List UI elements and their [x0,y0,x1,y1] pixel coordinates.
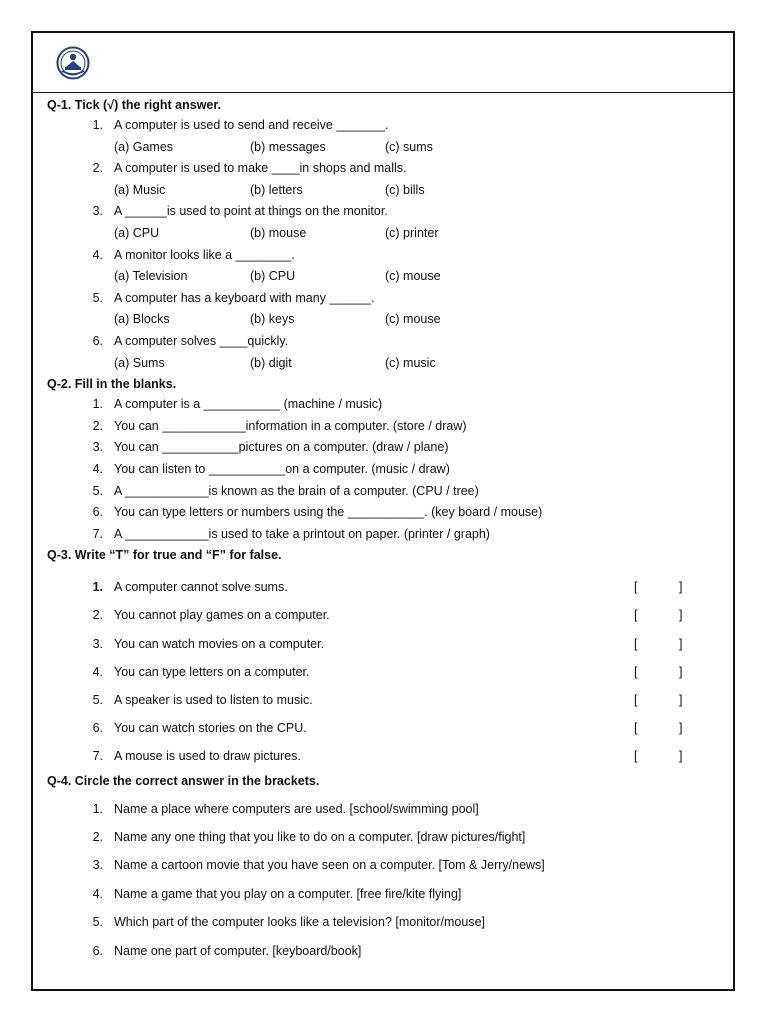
q2-list [47,394,723,545]
item-number: 4. [92,664,103,679]
list-item [47,524,723,546]
answer-bracket-open[interactable]: [ [634,608,638,623]
list-item [47,288,723,310]
list-item [47,937,723,965]
option-b[interactable]: (b) letters [250,182,303,197]
option-c[interactable]: (c) sums [385,139,433,154]
item-number: 1. [92,118,103,132]
q1-title: Q-1. Tick (√) the right answer. [47,98,222,112]
item-number: 3. [92,440,103,455]
item-number: 3. [92,858,103,873]
option-a[interactable]: (a) Blocks [114,312,170,327]
worksheet-header [33,33,733,93]
option-b[interactable]: (b) messages [250,139,326,154]
item-number: 4. [92,461,103,476]
answer-bracket-open[interactable]: [ [634,580,638,595]
q1-list [47,115,723,374]
question-text: A ____________is known as the brain of a computer. (CPU / tree) [114,483,479,498]
item-number: 2. [92,829,103,844]
item-number: 5. [92,693,103,708]
list-item [47,481,723,503]
item-number: 7. [92,526,103,541]
statement-text: A computer cannot solve sums. [114,580,288,595]
answer-bracket-close[interactable]: ] [679,749,683,764]
answer-bracket-close[interactable]: ] [679,608,683,623]
answer-options [47,223,723,245]
question-text: A ____________is used to take a printout on paper. (printer / graph) [114,526,490,541]
statement-text: You can type letters on a computer. [114,664,310,679]
list-item [47,686,723,714]
list-item [47,394,723,416]
option-a[interactable]: (a) Games [114,139,174,154]
answer-bracket-open[interactable]: [ [634,693,638,708]
list-item [47,573,723,601]
item-number: 6. [92,943,103,958]
answer-bracket-open[interactable]: [ [634,749,638,764]
question-text: You can ____________information in a computer. (store / draw) [114,418,467,433]
list-item [47,459,723,481]
question-text: Which part of the computer looks like a television? [monitor/mouse] [114,915,486,930]
option-c[interactable]: (c) music [385,355,436,370]
option-a[interactable]: (a) Music [114,182,166,197]
option-c[interactable]: (c) mouse [385,269,441,284]
q4-title: Q-4. Circle the correct answer in the brackets. [47,773,320,788]
list-item [47,714,723,742]
option-b[interactable]: (b) keys [250,312,295,327]
answer-options [47,309,723,331]
list-item [47,658,723,686]
statement-text: You can watch stories on the CPU. [114,721,307,736]
item-number: 6. [92,333,103,348]
question-text: A computer is used to make ____in shops and malls. [114,161,407,176]
option-b[interactable]: (b) digit [250,355,292,370]
answer-bracket-open[interactable]: [ [634,664,638,679]
answer-options [47,266,723,288]
question-text: You can type letters or numbers using the ___________. (key board / mouse) [114,505,543,520]
statement-text: You cannot play games on a computer. [114,608,330,623]
item-number: 3. [92,204,103,219]
item-number: 2. [92,608,103,623]
item-number: 3. [92,636,103,651]
question-text: You can listen to ___________on a computer. (music / draw) [114,461,450,476]
option-c[interactable]: (c) printer [385,225,439,240]
list-item [47,851,723,879]
answer-bracket-close[interactable]: ] [679,580,683,595]
question-text: Name a place where computers are used. [school/swimming pool] [114,801,479,816]
item-number: 5. [92,290,103,305]
question-text: A ______is used to point at things on the monitor. [114,204,388,219]
list-item [47,742,723,770]
q3-title: Q-3. Write “T” for true and “F” for false. [47,548,282,563]
answer-bracket-close[interactable]: ] [679,721,683,736]
option-c[interactable]: (c) bills [385,182,425,197]
list-item [47,331,723,353]
answer-options [47,180,723,202]
answer-bracket-close[interactable]: ] [679,693,683,708]
item-number: 2. [92,161,103,176]
question-text: A computer is used to send and receive _______. [114,118,389,132]
option-a[interactable]: (a) CPU [114,225,160,240]
option-b[interactable]: (b) CPU [250,269,296,284]
school-logo-icon [56,46,90,80]
q3-list [47,573,723,770]
item-number: 6. [92,721,103,736]
question-text: A computer is a ___________ (machine / music) [114,397,383,412]
item-number: 4. [92,247,103,262]
worksheet-content [47,95,723,965]
item-number: 5. [92,483,103,498]
item-number: 4. [92,886,103,901]
list-item [47,201,723,223]
item-number: 2. [92,418,103,433]
statement-text: A mouse is used to draw pictures. [114,749,301,764]
answer-options [47,137,723,159]
answer-bracket-close[interactable]: ] [679,664,683,679]
question-text: You can ___________pictures on a computer. (draw / plane) [114,440,449,455]
item-number: 1. [92,801,103,816]
list-item [47,416,723,438]
option-a[interactable]: (a) Television [114,269,188,284]
item-number: 6. [92,505,103,520]
worksheet-frame [31,31,735,991]
list-item [47,601,723,629]
list-item [47,437,723,459]
item-number: 1. [92,580,103,595]
list-item [47,245,723,267]
statement-text: You can watch movies on a computer. [114,636,325,651]
q4-list [47,795,723,965]
question-text: A computer has a keyboard with many ______. [114,290,375,305]
list-item [47,880,723,908]
question-text: Name a cartoon movie that you have seen on a computer. [Tom & Jerry/news] [114,858,545,873]
question-text: Name a game that you play on a computer. [free fire/kite flying] [114,886,462,901]
item-number: 5. [92,915,103,930]
q2-title: Q-2. Fill in the blanks. [47,377,177,392]
answer-options [47,353,723,375]
question-text: Name any one thing that you like to do on a computer. [draw pictures/fight] [114,829,526,844]
answer-bracket-close[interactable]: ] [679,636,683,651]
list-item [47,630,723,658]
question-text: A computer solves ____quickly. [114,333,289,348]
answer-bracket-open[interactable]: [ [634,636,638,651]
statement-text: A speaker is used to listen to music. [114,693,313,708]
item-number: 7. [92,749,103,764]
question-text: A monitor looks like a ________. [114,247,295,262]
option-c[interactable]: (c) mouse [385,312,441,327]
list-item [47,908,723,936]
list-item [47,502,723,524]
list-item [47,115,723,137]
list-item [47,823,723,851]
list-item [47,158,723,180]
list-item [47,795,723,823]
item-number: 1. [92,397,103,412]
question-text: Name one part of computer. [keyboard/book] [114,943,362,958]
option-a[interactable]: (a) Sums [114,355,165,370]
answer-bracket-open[interactable]: [ [634,721,638,736]
option-b[interactable]: (b) mouse [250,225,307,240]
